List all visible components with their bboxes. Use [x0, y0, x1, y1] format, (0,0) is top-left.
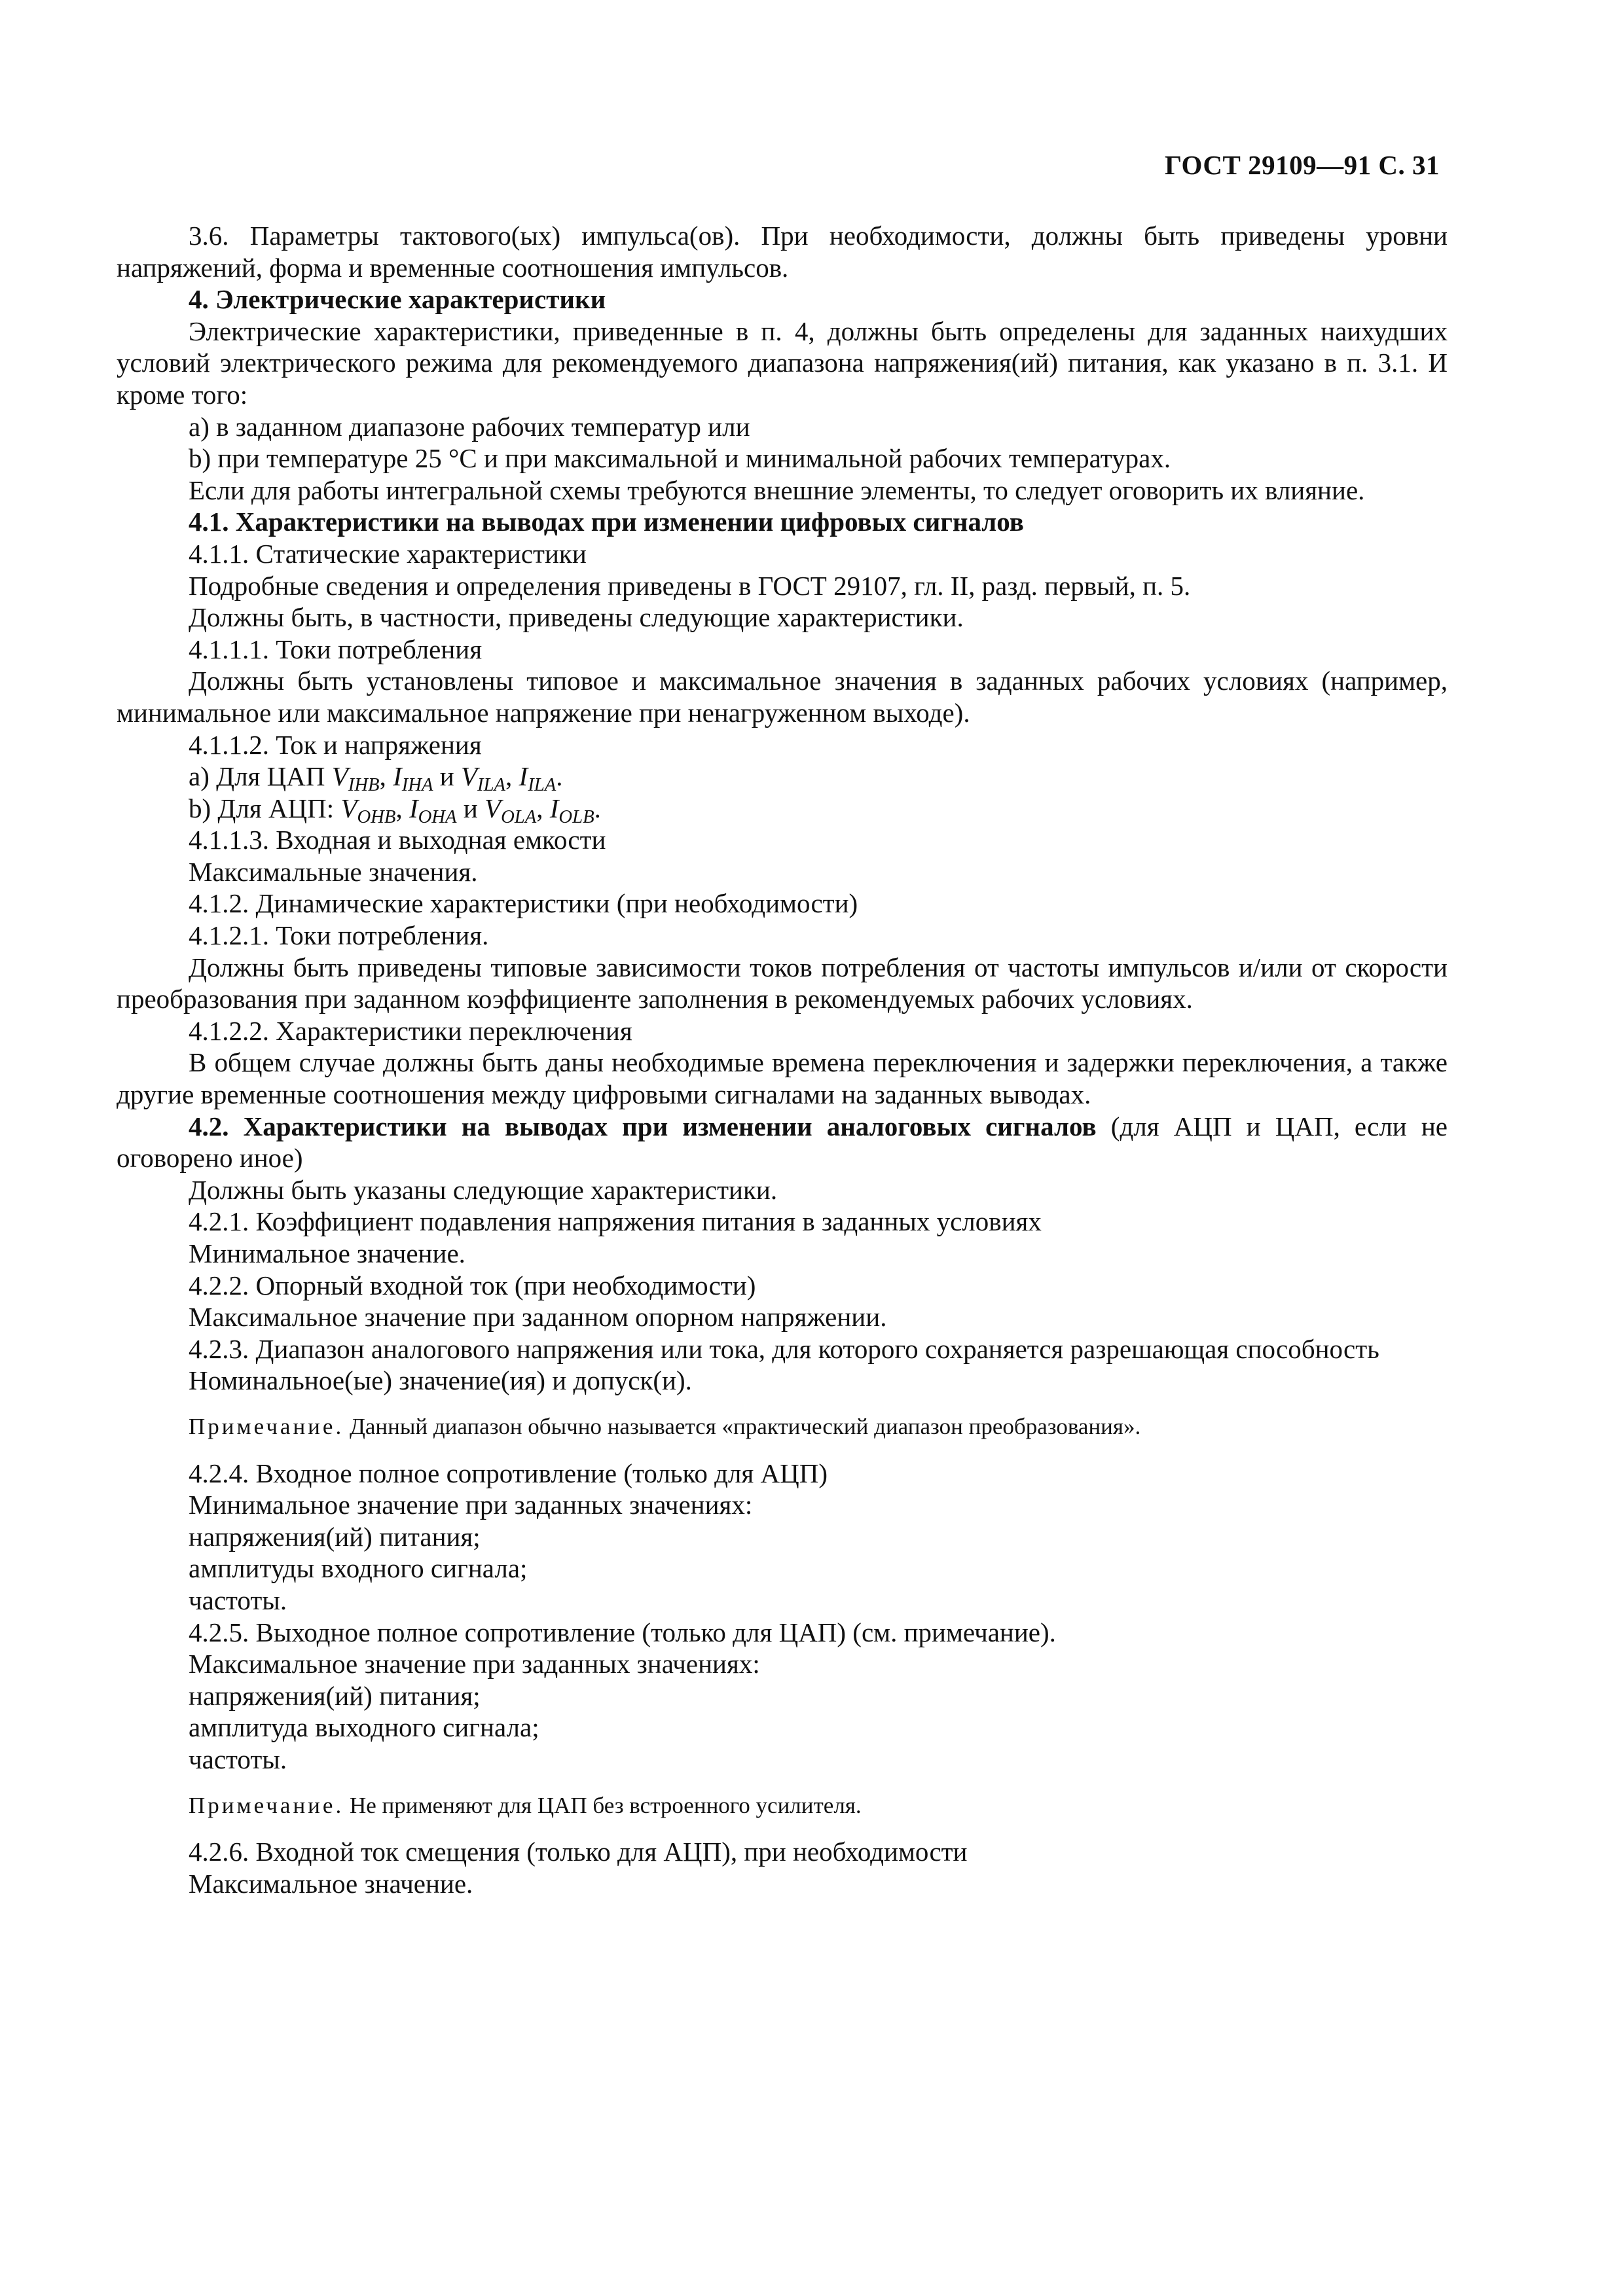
paragraph: Максимальное значение при заданных значениях:	[189, 1649, 760, 1679]
subsection-heading: 4.1.1. Статические характеристики	[189, 538, 587, 569]
page-header: ГОСТ 29109—91 С. 31	[1164, 150, 1440, 180]
section-heading: 4.1. Характеристики на выводах при изменении цифровых сигналов	[189, 507, 1024, 537]
paragraph: В общем случае должны быть даны необходимые времена переключения и задержки переключения, а также другие временные соотношения между цифровыми сигналами на заданных выводах.	[117, 1047, 1448, 1110]
subsection-heading: 4.1.2.1. Токи потребления.	[189, 920, 489, 951]
subsection-heading: 4.2.1. Коэффициент подавления напряжения питания в заданных условиях	[189, 1206, 1042, 1237]
section-heading: 4.2. Характеристики на выводах при изменении аналоговых сигналов (для АЦП и ЦАП, если не оговорено иное)	[117, 1111, 1448, 1174]
list-item-adc-params: b) Для АЦП: $V_{OHB}$, $I_{OHA}$ и $V_{OLA}$, $I_{OLB}$.	[189, 793, 601, 827]
paragraph: Электрические характеристики, приведенные в п. 4, должны быть определены для заданных наихудших условий электрического режима для рекомендуемого диапазона напряжения(ий) питания, как указано в п. 3.1. И кроме того:	[117, 315, 1448, 410]
subsection-heading: 4.2.4. Входное полное сопротивление (только для АЦП)	[189, 1458, 828, 1488]
subsection-heading: 4.2.5. Выходное полное сопротивление (только для ЦАП) (см. примечание).	[189, 1617, 1056, 1647]
paragraph: Номинальное(ые) значение(ия) и допуск(и).	[189, 1365, 692, 1396]
paragraph: Максимальное значение при заданном опорном напряжении.	[189, 1302, 887, 1333]
subsection-heading: 4.2.6. Входной ток смещения (только для АЦП), при необходимости	[189, 1837, 968, 1867]
paragraph: Минимальное значение при заданных значениях:	[189, 1490, 753, 1520]
note: Примечание. Не применяют для ЦАП без встроенного усилителя.	[189, 1792, 862, 1818]
list-item: частоты.	[189, 1585, 287, 1615]
subsection-heading: 4.1.1.3. Входная и выходная емкости	[189, 825, 606, 855]
list-item: напряжения(ий) питания;	[189, 1680, 481, 1711]
section-heading: 4. Электрические характеристики	[189, 284, 606, 315]
list-item: а) в заданном диапазоне рабочих температур или	[189, 411, 750, 442]
list-item: амплитуды входного сигнала;	[189, 1553, 528, 1584]
subsection-heading: 4.1.2.2. Характеристики переключения	[189, 1015, 632, 1046]
list-item: b) при температуре 25 °С и при максимальной и минимальной рабочих температурах.	[189, 443, 1171, 474]
paragraph: Должны быть установлены типовое и максимальное значения в заданных рабочих условиях (например, минимальное или максимальное напряжение при ненагруженном выходе).	[117, 666, 1448, 728]
subsection-heading: 4.1.2. Динамические характеристики (при необходимости)	[189, 888, 858, 919]
paragraph: Подробные сведения и определения приведены в ГОСТ 29107, гл. II, разд. первый, п. 5.	[189, 570, 1191, 601]
document-body	[117, 220, 1448, 1899]
paragraph: Если для работы интегральной схемы требуются внешние элементы, то следует оговорить их влияние.	[189, 475, 1365, 505]
paragraph: Минимальное значение.	[189, 1238, 465, 1268]
paragraph: 3.6. Параметры тактового(ых) импульса(ов). При необходимости, должны быть приведены уровни напряжений, форма и временные соотношения импульсов.	[117, 221, 1448, 283]
list-item: напряжения(ий) питания;	[189, 1521, 481, 1552]
paragraph: Должны быть указаны следующие характеристики.	[189, 1174, 778, 1205]
note: Примечание. Данный диапазон обычно называется «практический диапазон преобразования».	[189, 1413, 1141, 1439]
paragraph: Должны быть, в частности, приведены следующие характеристики.	[189, 602, 964, 633]
paragraph: Должны быть приведены типовые зависимости токов потребления от частоты импульсов и/или от скорости преобразования при заданном коэффициенте заполнения в рекомендуемых рабочих условиях.	[117, 952, 1448, 1014]
subsection-heading: 4.2.2. Опорный входной ток (при необходимости)	[189, 1270, 756, 1300]
subsection-heading: 4.1.1.1. Токи потребления	[189, 634, 483, 664]
list-item: частоты.	[189, 1744, 287, 1774]
list-item: амплитуда выходного сигнала;	[189, 1712, 539, 1743]
paragraph: Максимальные значения.	[189, 856, 478, 887]
paragraph: Максимальное значение.	[189, 1868, 473, 1899]
subsection-heading: 4.1.1.2. Ток и напряжения	[189, 729, 482, 760]
list-item-dac-params: а) Для ЦАП $V_{IHB}$, $I_{IHA}$ и $V_{ILA}$, $I_{ILA}$.	[189, 761, 563, 796]
subsection-heading: 4.2.3. Диапазон аналогового напряжения или тока, для которого сохраняется разрешающая способность	[189, 1333, 1379, 1364]
